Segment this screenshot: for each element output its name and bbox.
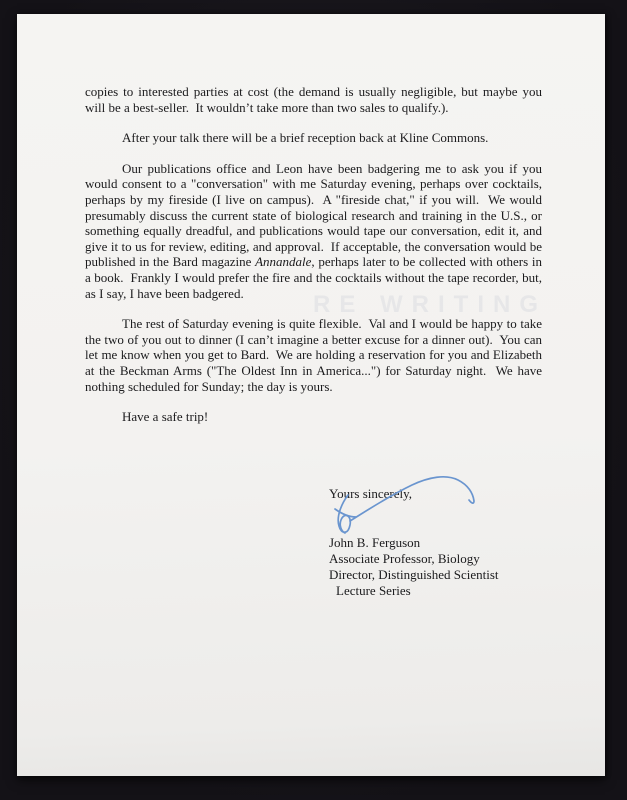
signer-title-line3: Lecture Series — [336, 583, 411, 598]
paragraph-reception: After your talk there will be a brief reception back at Kline Commons. — [122, 130, 489, 146]
letter-body — [85, 84, 546, 440]
magazine-title-italic: Annandale — [255, 254, 312, 270]
signature-name: John B. Ferguson — [329, 535, 421, 550]
watermark-text: RE WRITING — [313, 291, 547, 318]
signer-title-line1: Associate Professor, Biology — [329, 551, 480, 566]
valediction: Yours sincerely, — [329, 486, 413, 501]
paragraph-continuation: copies to interested parties at cost (the demand is usually negligible, but maybe you will be a best-seller. It wouldn’t take more than two sales to qualify.). — [85, 84, 546, 115]
paragraph-farewell: Have a safe trip! — [122, 409, 209, 425]
paragraph-conversation-text-after: , perhaps later to be collected with others in a book. Frankly I would prefer the fire and the cocktails without the tape recorder, but, as I say, I have been badgered. — [85, 254, 546, 301]
signer-title-line2: Director, Distinguished Scientist — [329, 567, 499, 582]
paragraph-conversation-text: Our publications office and Leon have been badgering me to ask you if you would consent to a "conversation" with me Saturday evening, perhaps over cocktails, perhaps by my fireside (I live on campus). A "fireside chat," if you will. We would presumably discuss the current state of biological research and training in the U.S., or something equally dreadful, and publications would tape our conversation, edit it, and give it to us for review, editing, and approval. If acceptable, the conversation would be published in the Bard magazine — [85, 160, 546, 270]
letter-page — [17, 14, 605, 776]
paragraph-conversation — [85, 160, 546, 301]
closing-block — [329, 486, 499, 599]
paragraph-saturday-plans: The rest of Saturday evening is quite flexible. Val and I would be happy to take the two of you out to dinner (I can’t imagine a better excuse for a dinner out). You can let me know when you get to Bard. We are holding a reservation for you and Elizabeth at the Beckman Arms ("The Oldest Inn in America...") for Saturday night. We have nothing scheduled for Sunday; the day is yours. — [85, 316, 546, 394]
